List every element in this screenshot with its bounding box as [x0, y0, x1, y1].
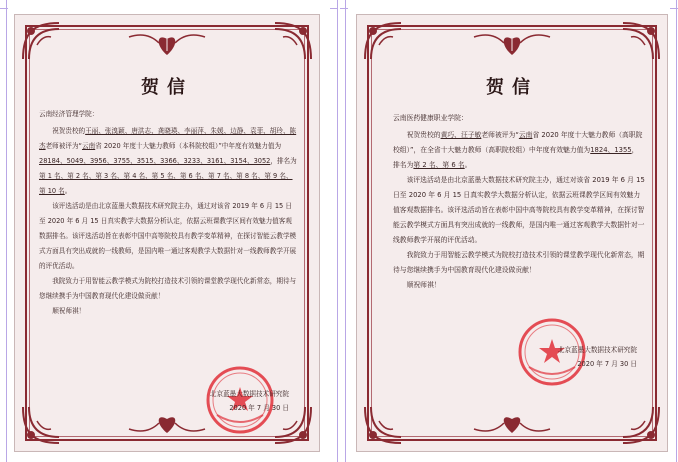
page-guide-line [345, 0, 346, 462]
closing-wishes: 顺祝师祺！ [52, 307, 86, 315]
page-corner-mark [670, 8, 678, 9]
region-name: 云南 [518, 131, 533, 139]
corner-ornament-icon [269, 19, 315, 65]
paragraph-event-description: 该评选活动是由北京蓝墨大数据技术研究院主办，通过对该省 2019 年 6 月 15 日至 2020 年 6 月 15 日真实教学大数据分析认定，依据云班课教学区间有效魅力值客观数据排名。该评选活动旨在表彰中国中高等院校具有教学变革精神，在探讨智能云教学模式方面具有突出成就的一线教师，是国内唯一通过客观教学大数据针对一线教师教学开展的评优活动。 [39, 202, 297, 270]
page-guide-line [6, 0, 7, 462]
text-segment: 祝贺贵校的 [406, 131, 441, 139]
text-segment: 。 [64, 187, 72, 195]
text-segment: 老师被评为“ [481, 131, 519, 139]
salutation: 云南医药健康职业学院： [393, 114, 468, 122]
ranking-list: 第 2 名、第 6 名 [413, 161, 465, 169]
corner-ornament-icon [361, 401, 407, 447]
paragraph-commitment: 我院致力于用智能云教学模式为院校打造技术引领的课堂教学现代化新常态，期待与您继续携手为中国教育现代化建设做贡献！ [39, 277, 297, 300]
signer-name: 北京蓝墨大数据技术研究院 [209, 390, 289, 398]
paragraph-event-description: 该评选活动是由北京蓝墨大数据技术研究院主办，通过对该省 2019 年 6 月 15 日至 2020 年 6 月 15 日真实教学大数据分析认定，依据云班课教学区间有效魅力值客观数据排名。该评选活动旨在表彰中国中高等院校具有教学变革精神，在探讨智能云教学模式方面具有突出成就的一线教师，是国内唯一通过客观教学大数据针对一线教师教学开展的评优活动。 [393, 176, 645, 244]
page-guide-line [676, 0, 677, 462]
page-corner-mark [0, 8, 8, 9]
heart-ornament-icon [472, 411, 552, 437]
letter-date: 2020 年 7 月 30 日 [577, 360, 637, 368]
page-corner-mark [330, 8, 338, 9]
signature-block [558, 343, 637, 371]
letter-title: 贺信 [141, 77, 193, 98]
page-corner-mark [340, 8, 348, 9]
text-segment: 祝贺贵校的 [52, 127, 86, 135]
paragraph-congrats [39, 124, 297, 199]
text-segment: 老师被评为“ [45, 142, 82, 150]
text-segment: ，排名为 [393, 146, 639, 169]
letter-body [39, 107, 297, 319]
paragraph-congrats [393, 128, 645, 173]
corner-ornament-icon [617, 401, 663, 447]
region-name: 云南 [81, 142, 96, 150]
charm-values: 28184、5049、3956、3755、3515、3366、3233、3161、3154、3052 [39, 157, 271, 165]
teacher-names: 王丽、张溴颖、唐洪志、龚晓瑛、李丽萍、朱媛、边静、袁菲、胡玲、陈杰 [39, 127, 297, 150]
paragraph-commitment: 我院致力于用智能云教学模式为院校打造技术引领的课堂教学现代化新常态，期待与您继续携手为中国教育现代化建设做贡献！ [393, 251, 645, 274]
text-segment: 省 2020 年度十大魅力教师（本科院校组）”中年度有效魅力值为 [95, 142, 282, 150]
salutation: 云南经济管理学院： [39, 110, 99, 118]
congratulation-letter [14, 14, 320, 452]
teacher-names: 黄巧、汪子敏 [440, 131, 482, 139]
corner-ornament-icon [19, 19, 65, 65]
heart-ornament-icon [127, 411, 207, 437]
corner-ornament-icon [617, 19, 663, 65]
text-segment: 。 [464, 161, 472, 169]
charm-values: 1824、1355 [590, 146, 632, 154]
ranking-list: 第 1 名、第 2 名、第 3 名、第 4 名、第 5 名、第 6 名、第 7 名、第 8 名、第 9 名、第 10 名 [39, 172, 293, 195]
heart-ornament-icon [127, 29, 207, 59]
closing-wishes: 顺祝师祺！ [406, 281, 441, 289]
heart-ornament-icon [472, 29, 552, 59]
corner-ornament-icon [361, 19, 407, 65]
signer-name: 北京蓝墨大数据技术研究院 [557, 346, 637, 354]
text-segment: 省 2020 年度十大魅力教师（高职院校组）”，在全省十大魅力教师（高职院校组）中年度有效魅力值为 [393, 131, 643, 154]
signature-block [210, 387, 289, 415]
letter-body [393, 111, 645, 293]
congratulation-letter [356, 14, 668, 452]
page-guide-line [337, 0, 338, 462]
letter-title: 贺信 [486, 77, 538, 98]
letter-date: 2020 年 7 月 30 日 [229, 404, 289, 412]
text-segment: ，排名为 [270, 157, 297, 165]
corner-ornament-icon [19, 401, 65, 447]
